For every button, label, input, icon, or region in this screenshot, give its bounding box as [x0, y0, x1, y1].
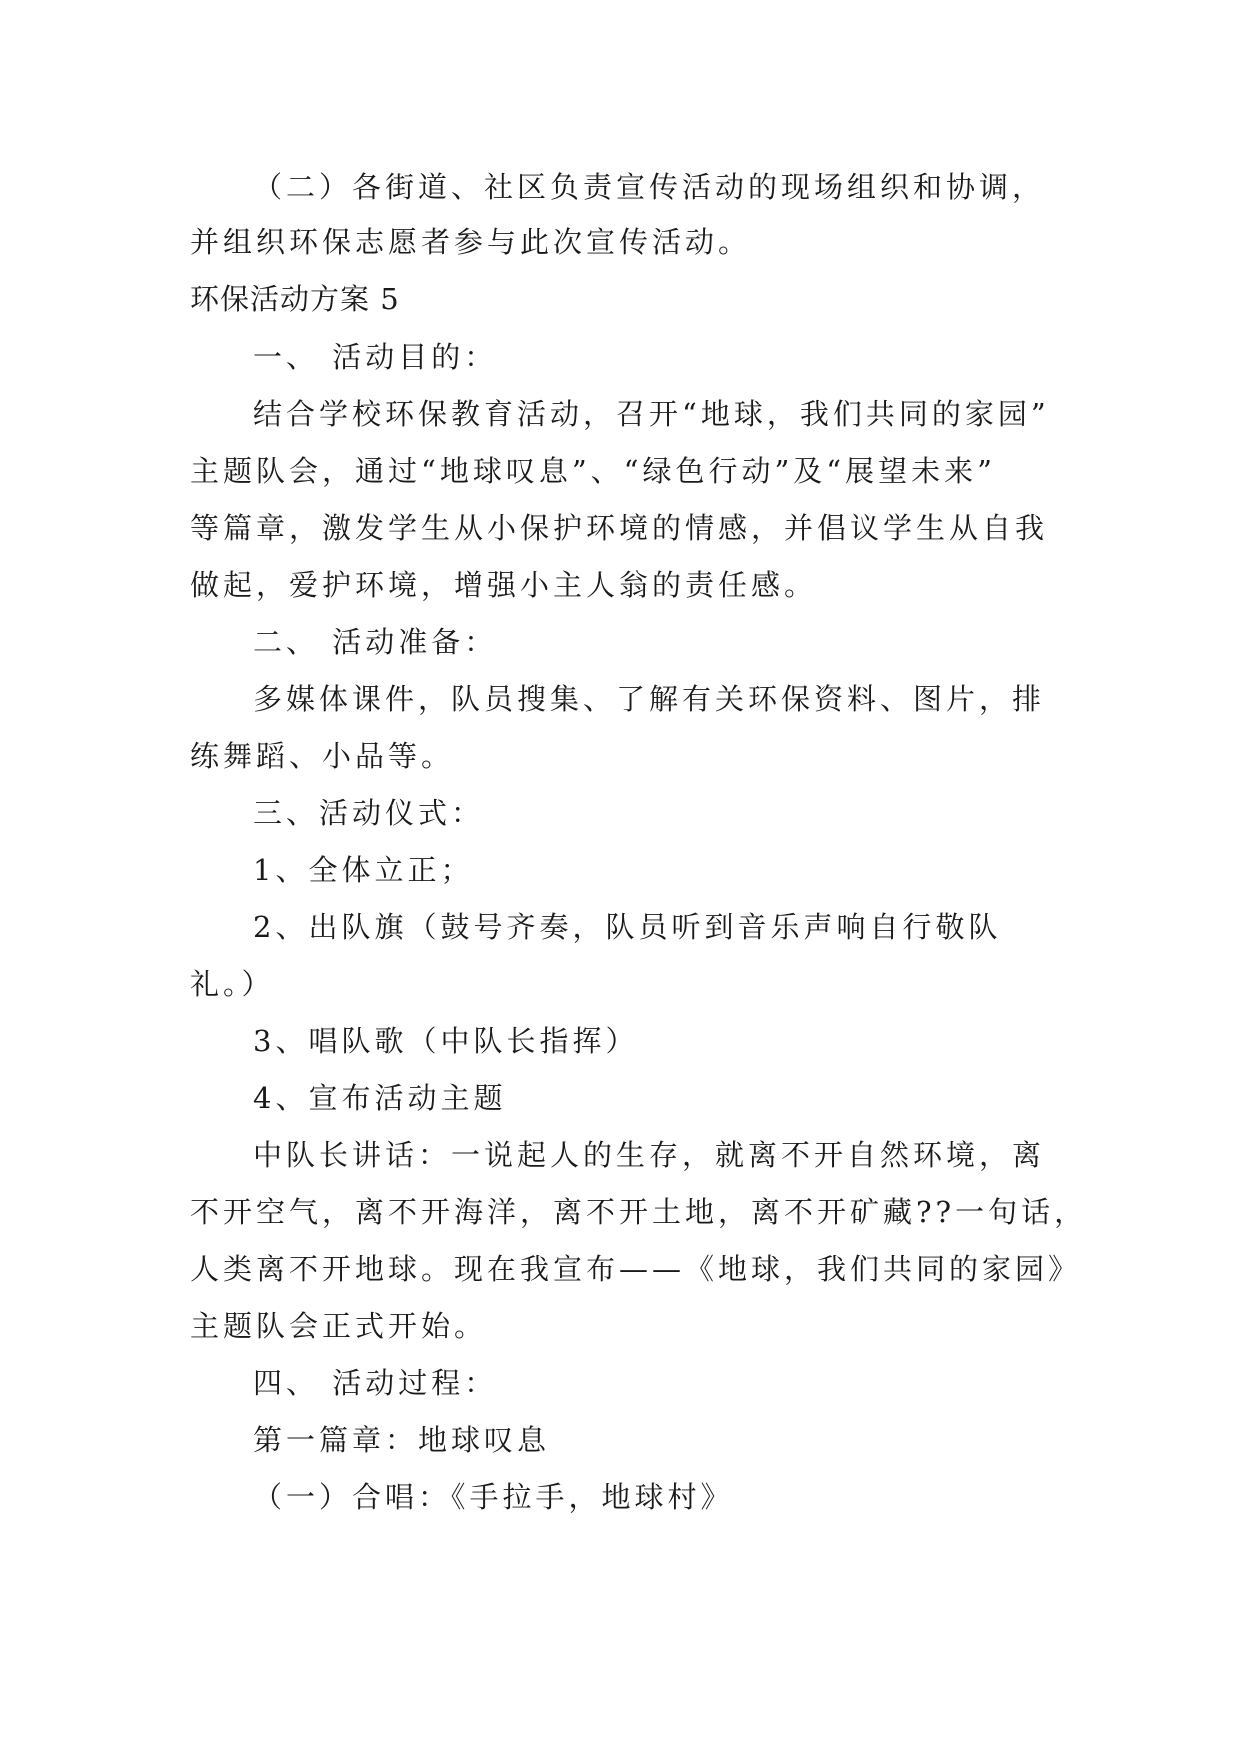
paragraph-line: 做起，爱护环境，增强小主人翁的责任感。	[190, 568, 818, 602]
chapter-heading: 第一篇章：地球叹息	[253, 1423, 551, 1457]
paragraph-line: 并组织环保志愿者参与此次宣传活动。	[190, 225, 752, 259]
list-item: 3、唱队歌（中队长指挥）	[253, 1024, 639, 1058]
section-heading: 四、 活动过程：	[253, 1366, 498, 1400]
paragraph-line: 结合学校环保教育活动，召开“地球，我们共同的家园”	[253, 397, 1050, 431]
section-heading: 三、活动仪式：	[253, 796, 485, 830]
paragraph-line: 练舞蹈、小品等。	[190, 739, 455, 773]
section-title: 环保活动方案 5	[190, 282, 400, 316]
paragraph-line: 礼。）	[190, 967, 275, 1001]
paragraph-line: 等篇章，激发学生从小保护环境的情感，并倡议学生从自我	[190, 511, 1049, 545]
paragraph-line: 不开空气，离不开海洋，离不开土地，离不开矿藏??一句话，	[190, 1195, 1088, 1229]
paragraph-line: 主题队会，通过“地球叹息”、“绿色行动”及“展望未来”	[190, 454, 996, 488]
paragraph-line: （二）各街道、社区负责宣传活动的现场组织和协调，	[253, 170, 1046, 204]
paragraph-line: 人类离不开地球。现在我宣布——《地球，我们共同的家园》	[190, 1252, 1082, 1286]
list-item: （一）合唱：《手拉手，地球村》	[253, 1480, 734, 1514]
section-heading: 一、 活动目的：	[253, 340, 498, 374]
list-item: 1、全体立正；	[253, 853, 474, 887]
list-item: 2、出队旗（鼓号齐奏，队员听到音乐声响自行敬队	[253, 910, 1002, 944]
paragraph-line: 多媒体课件，队员搜集、了解有关环保资料、图片，排	[253, 682, 1046, 716]
section-heading: 二、 活动准备：	[253, 625, 498, 659]
list-item: 4、宣布活动主题	[253, 1081, 507, 1115]
paragraph-line: 中队长讲话：一说起人的生存，就离不开自然环境，离	[253, 1138, 1046, 1172]
paragraph-line: 主题队会正式开始。	[190, 1309, 488, 1343]
